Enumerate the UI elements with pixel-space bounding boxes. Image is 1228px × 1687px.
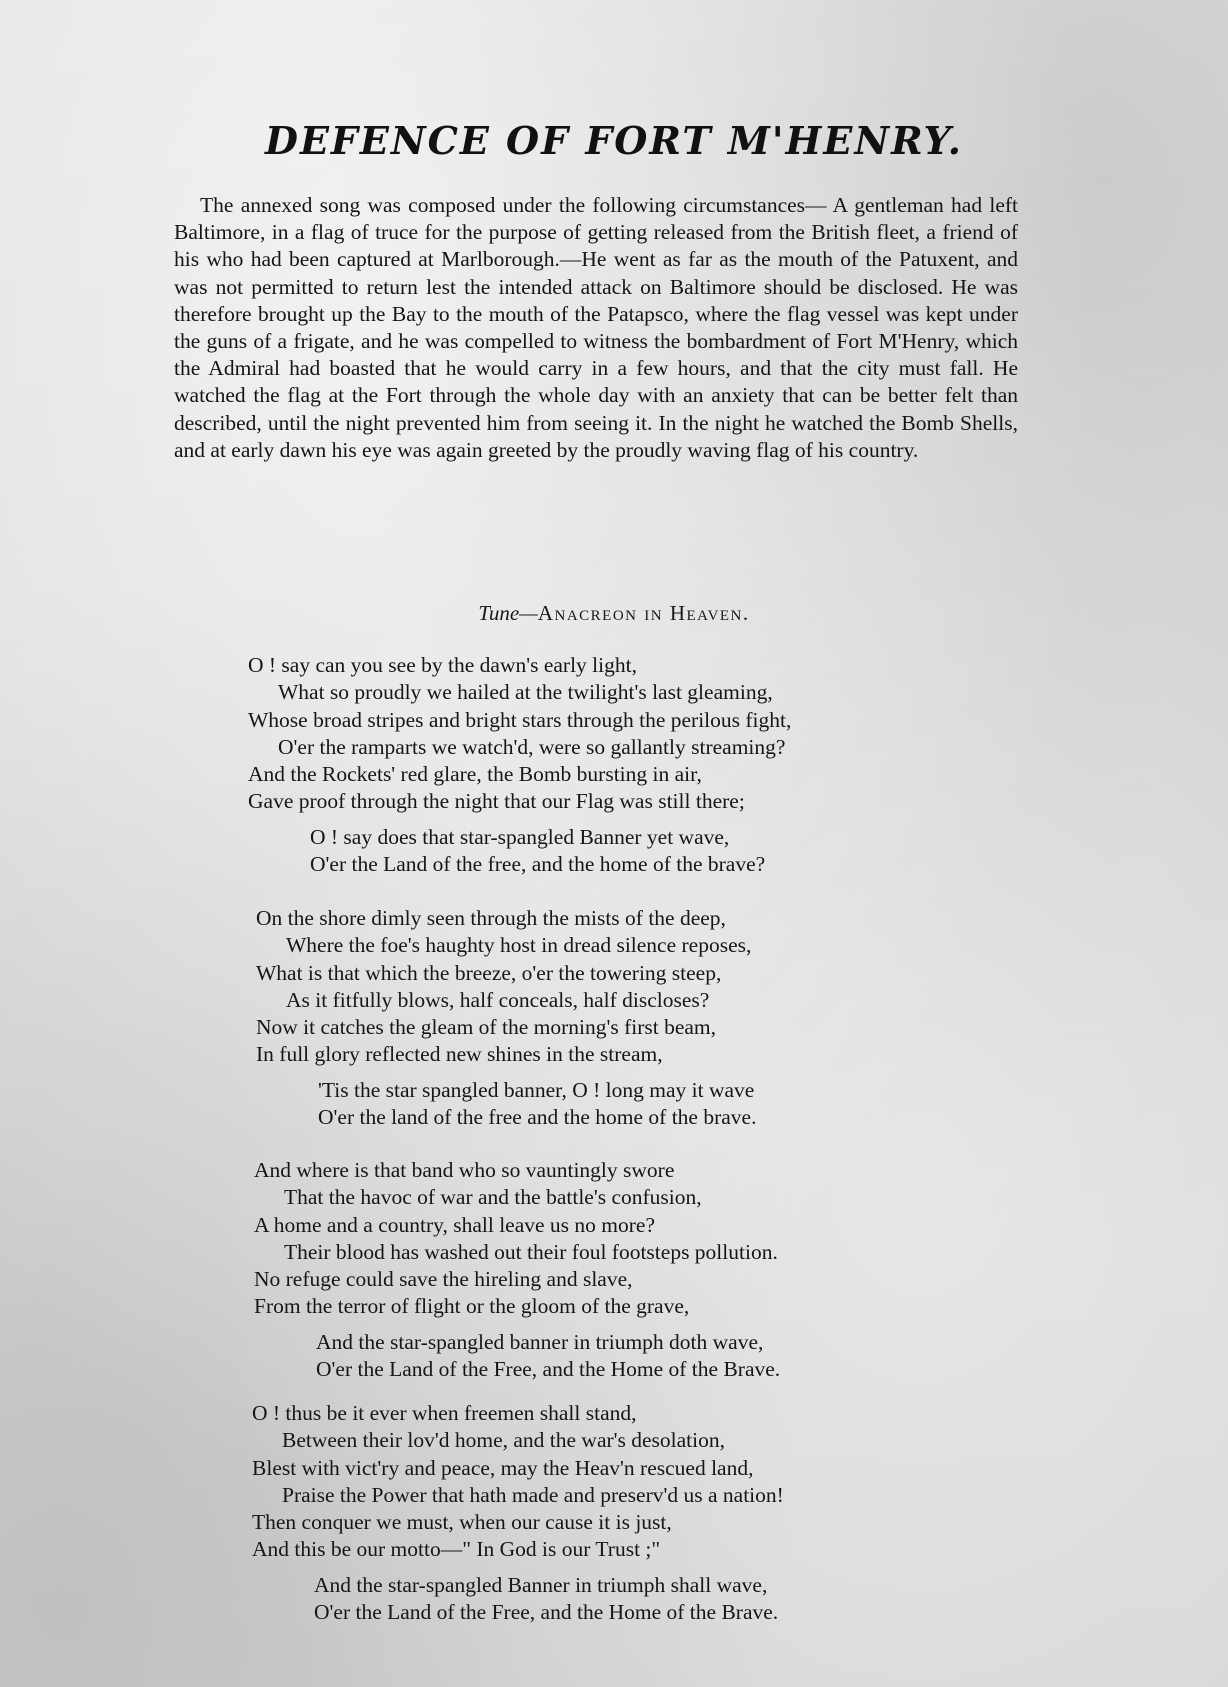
chorus-line: And the star-spangled banner in triumph doth wave, [316,1329,764,1354]
verse-line: Then conquer we must, when our cause it is just, [252,1510,672,1535]
verse-line: What is that which the breeze, o'er the towering steep, [256,960,722,985]
chorus-line: 'Tis the star spangled banner, O ! long may it wave [318,1077,755,1102]
tune-name: Anacreon in Heaven. [537,601,750,625]
chorus-line: O'er the Land of the Free, and the Home of the Brave. [314,1600,779,1625]
tune-heading [0,601,1228,626]
verse-1 [248,652,1008,878]
verse-line: Praise the Power that hath made and preserv'd us a nation! [282,1482,784,1507]
verse-4 [252,1400,1012,1626]
chorus-line: O'er the Land of the free, and the home of the brave? [310,852,766,877]
verse-line: Blest with vict'ry and peace, may the Heav'n rescued land, [252,1455,754,1480]
verse-line: And this be our motto—" In God is our Trust ;" [252,1537,661,1562]
chorus-line: O'er the land of the free and the home of the brave. [318,1105,757,1130]
verse-line: Now it catches the gleam of the morning's first beam, [256,1015,717,1040]
tune-label: Tune— [478,601,538,625]
verse-line: A home and a country, shall leave us no more? [254,1212,656,1237]
chorus-line: And the star-spangled Banner in triumph shall wave, [314,1572,768,1597]
verse-line: As it fitfully blows, half conceals, half discloses? [286,987,710,1012]
document-title: DEFENCE OF FORT M'HENRY. [264,118,963,163]
verse-line: O'er the ramparts we watch'd, were so gallantly streaming? [278,734,786,759]
verse-line: And where is that band who so vauntingly swore [254,1158,675,1182]
verse-line: From the terror of flight or the gloom of the grave, [254,1294,690,1319]
verse-line: That the havoc of war and the battle's confusion, [284,1185,702,1210]
introduction-paragraph: The annexed song was composed under the following circumstances— A gentleman had left Baltimore, in a flag of truce for the purpose of getting released from the British fleet, a friend of his who had been captured at Marlborough.—He went as far as the mouth of the Patuxent, and was not permitted to return lest the intended attack on Baltimore should be disclosed. He was therefore brought up the Bay to the mouth of the Patapsco, where the flag vessel was kept under the guns of a frigate, and he was compelled to witness the bombardment of Fort M'Henry, which the Admiral had boasted that he would carry in a few hours, and that the city must fall. He watched the flag at the Fort through the whole day with an anxiety that can be better felt than described, until the night prevented him from seeing it. In the night he watched the Bomb Shells, and at early dawn his eye was again greeted by the proudly waving flag of his country. [174,193,1018,462]
verse-3 [254,1157,1014,1383]
verse-line: What so proudly we hailed at the twilight's last gleaming, [278,680,773,705]
verse-2 [256,905,1016,1131]
verse-line: Whose broad stripes and bright stars through the perilous fight, [248,707,792,732]
verse-line: O ! thus be it ever when freemen shall stand, [252,1401,637,1425]
verse-line: And the Rockets' red glare, the Bomb bursting in air, [248,762,702,787]
verse-line: No refuge could save the hireling and slave, [254,1267,633,1292]
verse-line: In full glory reflected new shines in the stream, [256,1042,663,1067]
verse-line: O ! say can you see by the dawn's early light, [248,653,637,677]
chorus-line: O'er the Land of the Free, and the Home of the Brave. [316,1357,781,1382]
verse-line: Gave proof through the night that our Flag was still there; [248,789,745,814]
verse-line: On the shore dimly seen through the mists of the deep, [256,906,726,930]
verse-line: Between their lov'd home, and the war's desolation, [282,1428,726,1453]
chorus-line: O ! say does that star-spangled Banner yet wave, [310,824,730,849]
verse-line: Where the foe's haughty host in dread silence reposes, [286,933,752,958]
verse-line: Their blood has washed out their foul footsteps pollution. [284,1239,778,1264]
